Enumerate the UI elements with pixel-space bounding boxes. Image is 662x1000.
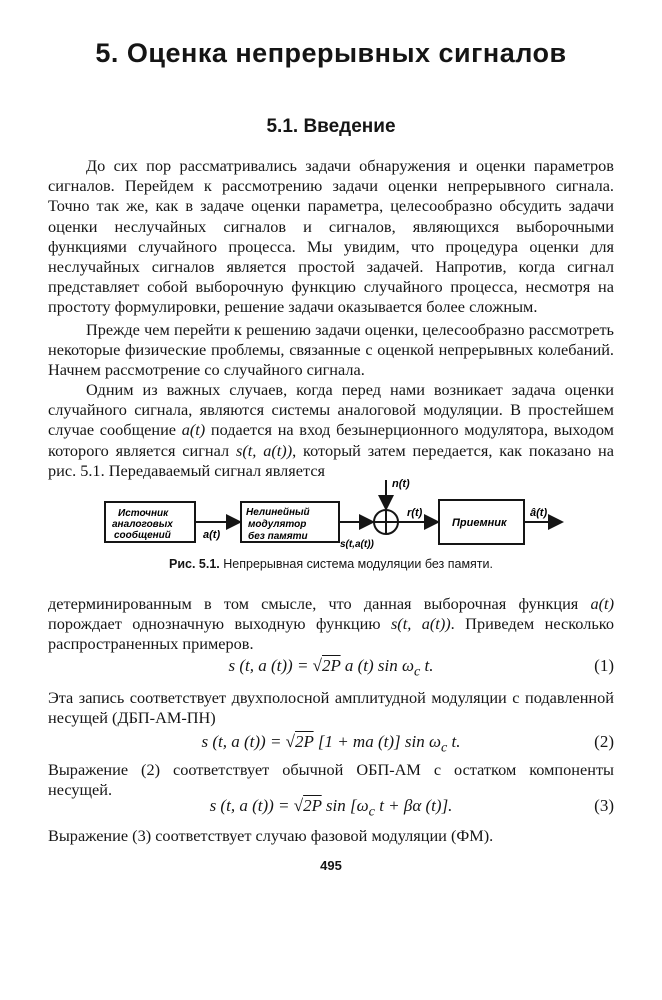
label-r-t: r(t) bbox=[407, 507, 423, 519]
source-block-line1: Источник bbox=[118, 508, 169, 519]
var-s-t-a: s(t, a(t)) bbox=[235, 440, 293, 460]
modulator-block-line1: Нелинейный bbox=[246, 507, 310, 518]
var-s-t-a-2: s(t, a(t)) bbox=[390, 614, 451, 634]
formula-2-lhs: s (t, a (t)) = bbox=[201, 732, 286, 751]
formula-1: s (t, a (t)) = √2P a (t) $\sin \omega_c$ t. (1) bbox=[228, 656, 614, 680]
var-a-t-2: a(t) bbox=[590, 594, 614, 613]
paragraph-3-text-a: Одним из важных случаев, когда перед нами возникает задача оценки случайного сигнала, являются системы аналоговой модуляции. В простейшем случае сообщение bbox=[48, 380, 614, 440]
paragraph-5: Эта запись соответствует двухполосной амплитудной модуляции с подавленной несущей (ДБП-АМ-ПН) bbox=[48, 688, 614, 728]
formula-2-radicand: 2P bbox=[295, 732, 314, 751]
formula-2-rhs: [1 + ma (t)] sin ω bbox=[313, 732, 441, 751]
formula-1-radicand: 2P bbox=[322, 656, 341, 675]
figure-caption-text: Непрерывная система модуляции без памяти. bbox=[223, 557, 493, 571]
formula-1-number: (1) bbox=[594, 656, 614, 675]
paragraph-1: До сих пор рассматривались задачи обнаружения и оценки параметров сигналов. Перейдем к рассмотрению задачи оценки непрерывного сигнала. Точно так же, как в задаче оценки параметра, целесообразно обсудить задачи оценки неслучайных сигналов и сигналов, являющихся выборочными функциями случайного процесса. Мы увидим, что процедура оценки для неслучайных сигналов является простой задачей. Напротив, когда сигнал представляет собой выборочную функцию случайного процесса, несмотря на простоту формулировки, решение задачи оказывается более сложным. bbox=[48, 156, 614, 317]
figure-caption bbox=[0, 557, 662, 571]
section-title: 5.1. Введение bbox=[266, 116, 396, 137]
formula-3-lhs: s (t, a (t)) = bbox=[209, 796, 294, 815]
paragraph-4-text-c: . Приведем несколько распространенных примеров. bbox=[48, 614, 615, 654]
source-block-line3: сообщений bbox=[114, 530, 171, 541]
paragraph-4-text-b: порождает однозначную выходную функцию bbox=[48, 614, 391, 634]
label-a-hat: â(t) bbox=[530, 507, 548, 519]
var-a-t: a(t) bbox=[181, 420, 206, 440]
figure-5-1-diagram bbox=[100, 470, 570, 556]
paragraph-4-text-a: детерминированным в том смысле, что данная выборочная функция bbox=[48, 594, 591, 613]
receiver-block-label: Приемник bbox=[452, 517, 507, 529]
paragraph-2: Прежде чем перейти к решению задачи оценки, целесообразно рассмотреть некоторые физические проблемы, связанные с оценкой непрерывных колебаний. Начнем рассмотрение со случайного сигнала. bbox=[48, 320, 614, 380]
formula-2-tail: t. bbox=[447, 732, 461, 751]
source-block-line2: аналоговых bbox=[112, 519, 173, 530]
formula-1-rhs: a (t) sin ω bbox=[340, 656, 414, 675]
label-a-t: a(t) bbox=[203, 529, 221, 541]
page-number: 495 bbox=[320, 858, 342, 873]
formula-3-rhs: sin [ω bbox=[321, 796, 369, 815]
formula-1-sub: c bbox=[413, 663, 421, 680]
formula-1-lhs: s (t, a (t)) = bbox=[228, 656, 313, 675]
formula-3-radicand: 2P bbox=[303, 796, 322, 815]
formula-3: s (t, a (t)) = √2P $\sin [\omega_c$ t + βα (t)]. (3) bbox=[209, 796, 614, 820]
formula-1-tail: t. bbox=[420, 656, 434, 675]
formula-3-number: (3) bbox=[594, 796, 614, 815]
paragraph-3 bbox=[48, 380, 614, 481]
formula-2: s (t, a (t)) = √2P [1 + ma (t)] $\sin \omega_c$ t. (2) bbox=[201, 732, 614, 756]
modulator-block-line2: модулятор bbox=[248, 519, 307, 530]
label-s-t-a: s(t,a(t)) bbox=[340, 539, 374, 550]
paragraph-3-text-b: подается на вход безынерционного модулятора, выходом которого является сигнал bbox=[48, 420, 614, 460]
formula-2-sub: c bbox=[440, 739, 448, 756]
paragraph-4 bbox=[48, 594, 614, 655]
formula-3-tail: t + βα (t)]. bbox=[374, 796, 453, 815]
label-n-t: n(t) bbox=[392, 478, 410, 490]
modulator-block-line3: без памяти bbox=[248, 531, 308, 542]
figure-caption-label: Рис. 5.1. bbox=[169, 557, 220, 571]
paragraph-7: Выражение (3) соответствует случаю фазовой модуляции (ФМ). bbox=[48, 826, 494, 845]
paragraph-6: Выражение (2) соответствует обычной ОБП-АМ с остатком компоненты несущей. bbox=[48, 760, 614, 800]
formula-3-sub: c bbox=[368, 803, 375, 820]
formula-2-number: (2) bbox=[594, 732, 614, 751]
paragraph-3-text-c: , который затем передается, как показано на рис. 5.1. Передаваемый сигнал является bbox=[48, 440, 614, 480]
chapter-title: 5. Оценка непрерывных сигналов bbox=[95, 38, 567, 68]
